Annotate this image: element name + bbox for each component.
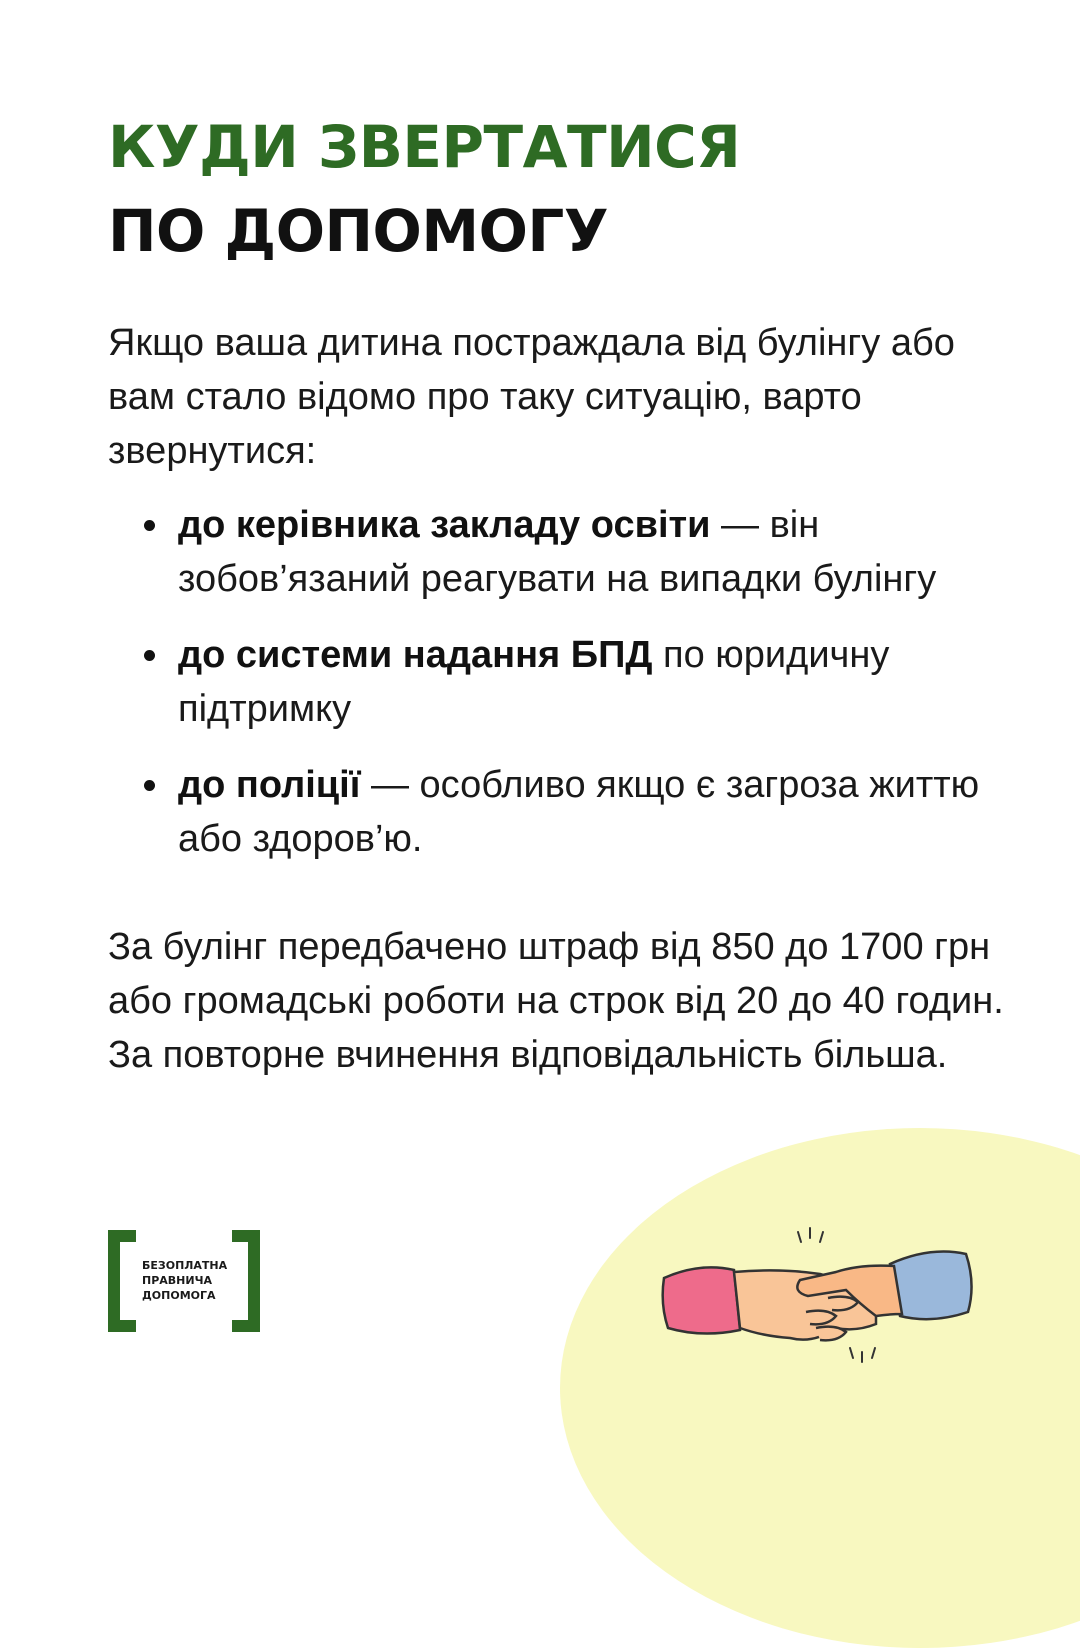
bullet-icon	[144, 650, 155, 661]
handshake-icon	[650, 1220, 990, 1370]
list-item	[108, 498, 988, 606]
logo-bracket-left	[108, 1230, 136, 1332]
page-title-line2: ПО ДОПОМОГУ	[108, 197, 609, 265]
background-blob	[560, 1128, 1080, 1648]
list-item-bold: до керівника закладу освіти	[178, 504, 711, 546]
page-title-line1: КУДИ ЗВЕРТАТИСЯ	[108, 113, 741, 181]
list-item-text: — особливо якщо є загроза життю або здоров’ю.	[178, 764, 980, 860]
bullet-icon	[144, 520, 155, 531]
list-item-text: — він зобов’язаний реагувати на випадки булінгу	[178, 504, 937, 600]
logo-text-line: БЕЗОПЛАТНА	[142, 1259, 228, 1272]
list-item-text: по юридичну підтримку	[178, 634, 890, 730]
bpd-logo	[108, 1230, 260, 1332]
intro-paragraph: Якщо ваша дитина постраждала від булінгу або вам стало відомо про таку ситуацію, варто звернутися:	[108, 322, 955, 472]
logo-text	[142, 1258, 242, 1303]
fine-info-paragraph: За булінг передбачено штраф від 850 до 1700 грн або громадські роботи на строк від 20 до 40 годин. За повторне вчинення відповідальність більша.	[108, 926, 1004, 1076]
list-item	[108, 758, 988, 866]
list-item	[108, 628, 988, 736]
bullet-icon	[144, 780, 155, 791]
logo-text-line: ДОПОМОГА	[142, 1289, 216, 1302]
list-item-bold: до поліції	[178, 764, 361, 806]
list-item-bold: до системи надання БПД	[178, 634, 653, 676]
contact-list	[108, 498, 988, 888]
logo-bracket-right	[232, 1230, 260, 1332]
logo-text-line: ПРАВНИЧА	[142, 1274, 212, 1287]
